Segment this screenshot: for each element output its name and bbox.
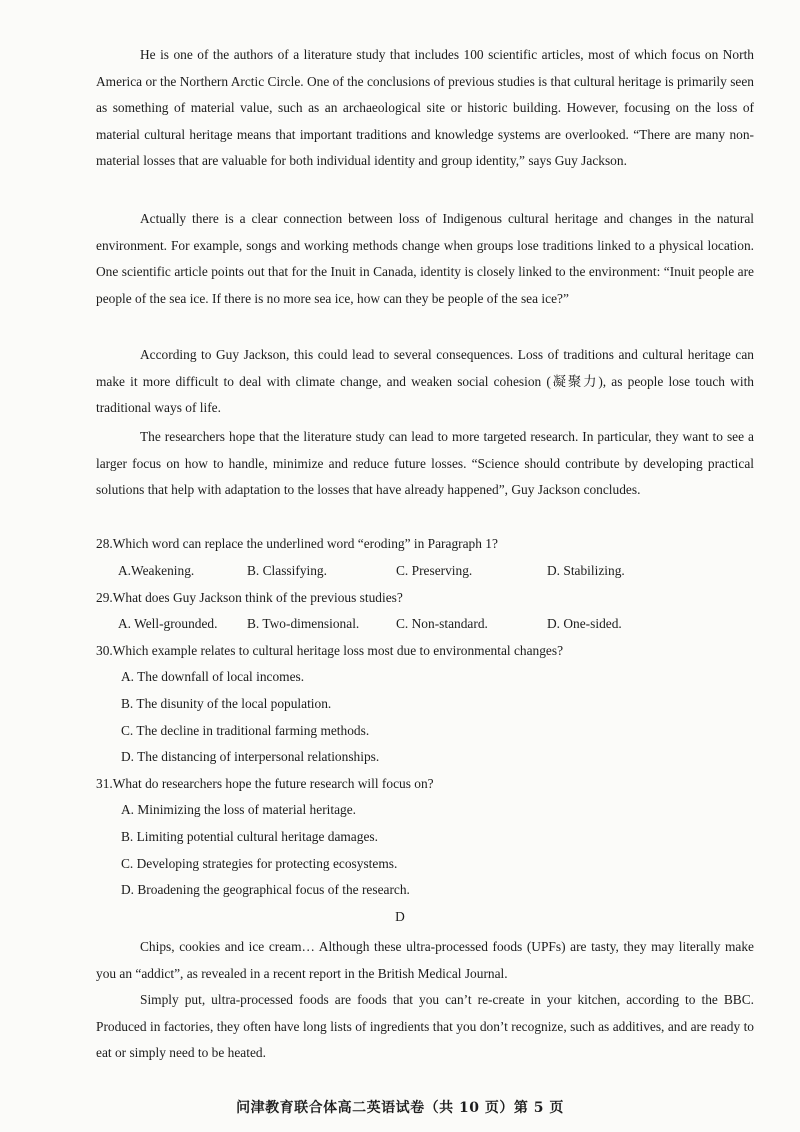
question-29-options (118, 611, 758, 637)
question-30-stem: 30.Which example relates to cultural heritage loss most due to environmental changes? (96, 643, 564, 658)
question-31-option-c[interactable]: C. Developing strategies for protecting ecosystems. (121, 856, 398, 871)
question-28-option-d[interactable]: D. Stabilizing. (547, 563, 625, 578)
question-30-option-a[interactable]: A. The downfall of local incomes. (121, 669, 305, 684)
section-d-paragraph-1: Chips, cookies and ice cream… Although these ultra-processed foods (UPFs) are tasty, they may literally make you an “addict”, as revealed in a recent report in the British Medical Journal. (96, 939, 754, 981)
question-30-option-c[interactable]: C. The decline in traditional farming methods. (121, 723, 370, 738)
question-30-option-d[interactable]: D. The distancing of interpersonal relationships. (121, 749, 380, 764)
passage-paragraph-2: Actually there is a clear connection between loss of Indigenous cultural heritage and changes in the natural environment. For example, songs and working methods change when groups lose traditions linked to a physical location. One scientific article points out that for the Inuit in Canada, identity is closely linked to the environment: “Inuit people are people of the sea ice. If there is no more sea ice, how can they be people of the sea ice?” (96, 211, 754, 306)
question-30-option-b[interactable]: B. The disunity of the local population. (121, 696, 332, 711)
question-28-options (118, 558, 758, 584)
passage-paragraph-1: He is one of the authors of a literature study that includes 100 scientific articles, most of which focus on North America or the Northern Arctic Circle. One of the conclusions of previous studies is that cultural heritage is primarily seen as something of material value, such as an archaeological site or historic building. However, focusing on the loss of material cultural heritage means that important traditions and knowledge systems are overlooked. “There are many non-material losses that are valuable for both individual identity and group identity,” says Guy Jackson. (96, 47, 754, 169)
question-29-option-c[interactable]: C. Non-standard. (396, 616, 488, 631)
question-28-option-c[interactable]: C. Preserving. (396, 563, 473, 578)
question-29-stem: 29.What does Guy Jackson think of the previous studies? (96, 590, 403, 605)
passage-paragraph-3: According to Guy Jackson, this could lead to several consequences. Loss of traditions and cultural heritage can make it more difficult to deal with climate change, and weaken social cohesion (凝聚力), as people lose touch with traditional ways of life. (96, 347, 754, 416)
page-footer: 问津教育联合体高二英语试卷（共 10 页）第 5 页 (236, 1100, 564, 1116)
question-31-stem: 31.What do researchers hope the future research will focus on? (96, 776, 434, 791)
question-28-option-b[interactable]: B. Classifying. (247, 563, 327, 578)
question-29-option-a[interactable]: A. Well-grounded. (118, 616, 218, 631)
question-31-option-d[interactable]: D. Broadening the geographical focus of the research. (121, 882, 410, 897)
question-29-option-b[interactable]: B. Two-dimensional. (247, 616, 360, 631)
question-29-option-d[interactable]: D. One-sided. (547, 616, 622, 631)
section-d-paragraph-2: Simply put, ultra-processed foods are foods that you can’t re-create in your kitchen, according to the BBC. Produced in factories, they often have long lists of ingredients that you don’t recognize, such as additives, and are ready to eat or simply need to be heated. (96, 992, 754, 1061)
question-28-stem: 28.Which word can replace the underlined word “eroding” in Paragraph 1? (96, 536, 498, 551)
question-31-option-b[interactable]: B. Limiting potential cultural heritage damages. (121, 829, 378, 844)
question-31-option-a[interactable]: A. Minimizing the loss of material heritage. (121, 802, 357, 817)
section-heading-d: D (395, 909, 405, 924)
question-28-option-a[interactable]: A.Weakening. (118, 563, 195, 578)
passage-paragraph-4: The researchers hope that the literature study can lead to more targeted research. In particular, they want to see a larger focus on how to handle, minimize and reduce future losses. “Science should contribute by developing practical solutions that help with adaptation to the losses that have already happened”, Guy Jackson concludes. (96, 429, 754, 498)
